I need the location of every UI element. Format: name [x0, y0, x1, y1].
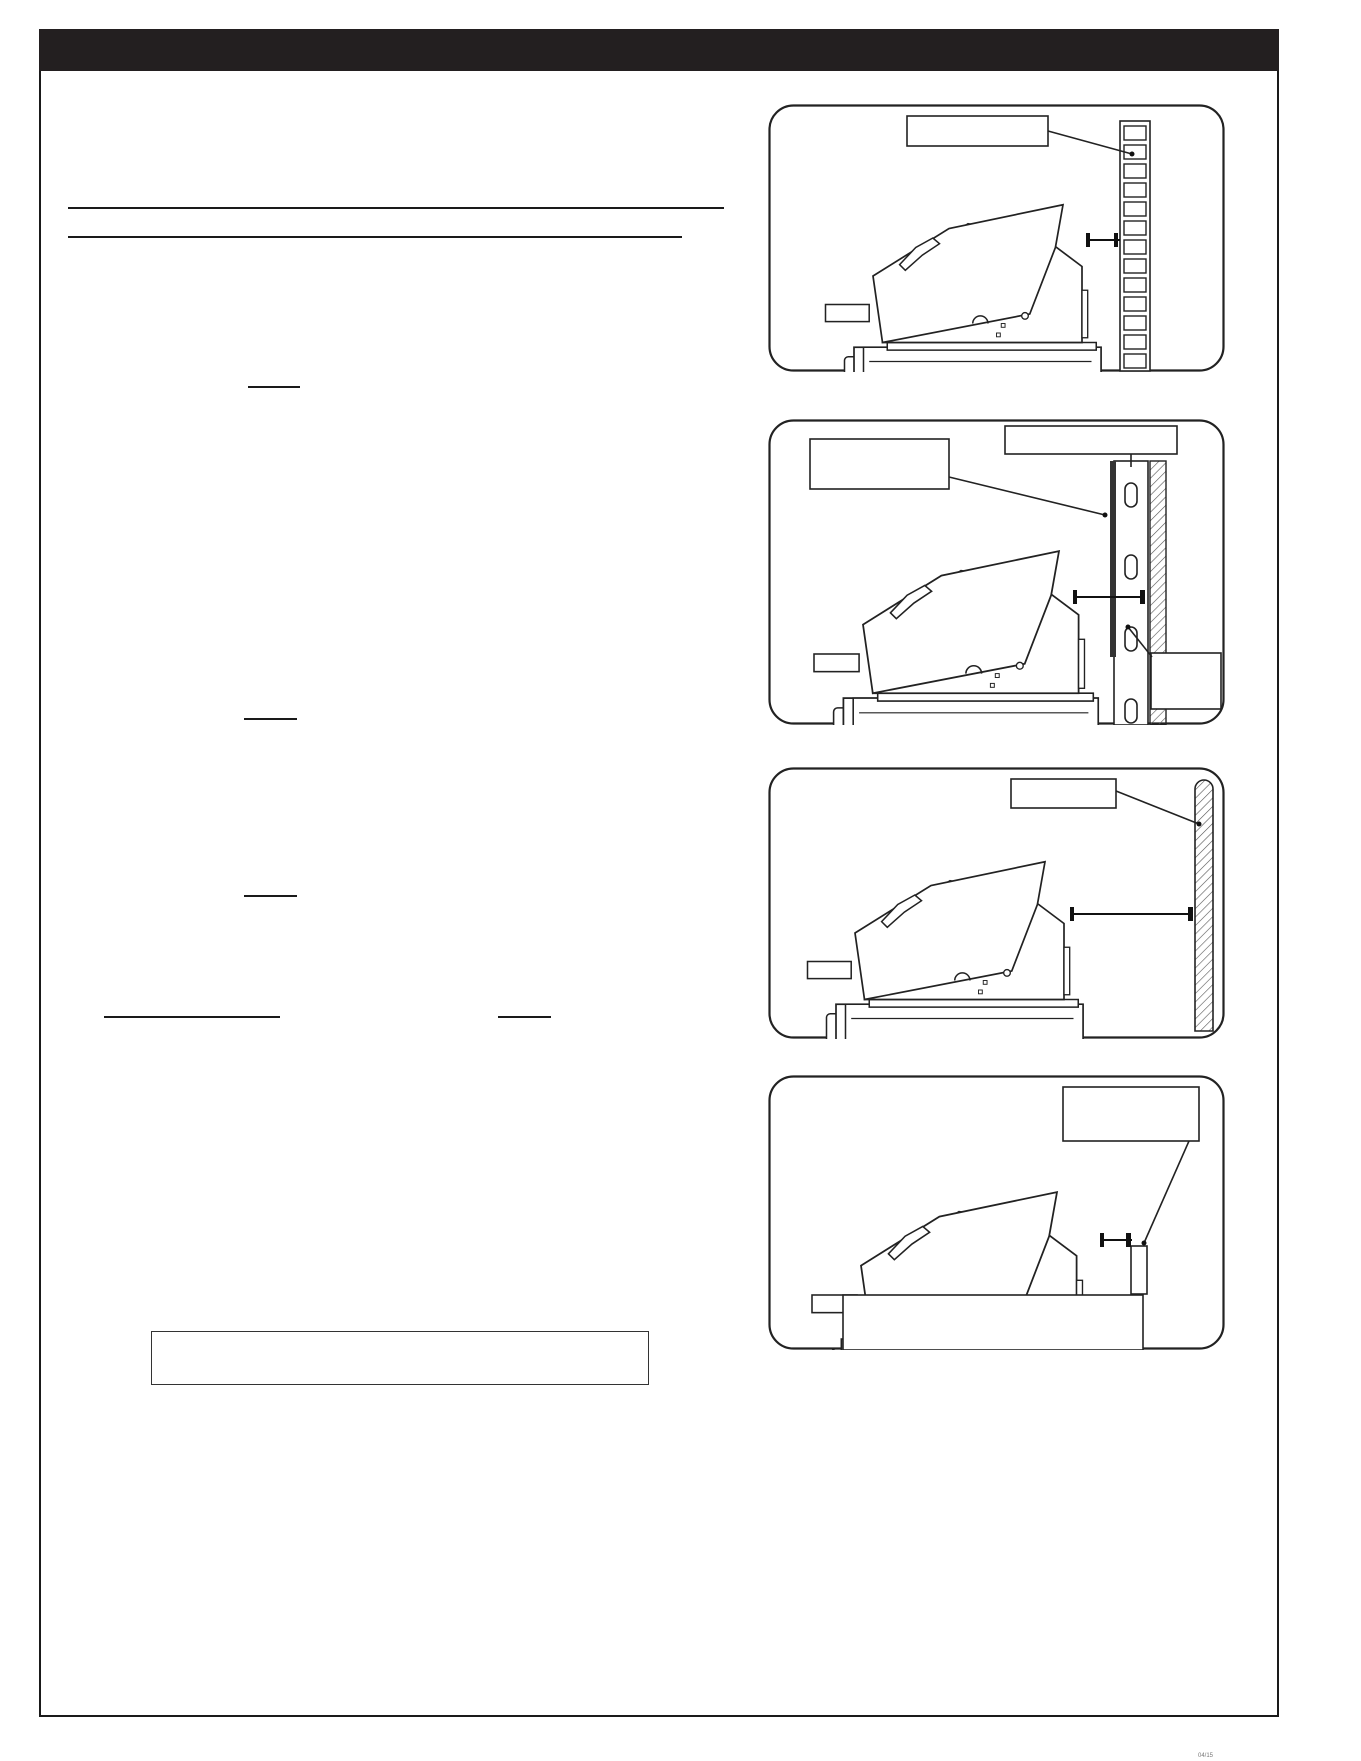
figure-grill-counter-backsplash — [768, 1075, 1225, 1350]
section-header-bar — [39, 29, 1279, 71]
inline-underline-3 — [244, 895, 297, 897]
heading-underline-1 — [68, 207, 724, 209]
figure-grill-finished-wall — [768, 767, 1225, 1039]
inline-underline-5 — [498, 1016, 551, 1018]
brick-wall-icon — [1120, 121, 1150, 371]
inline-underline-4 — [104, 1016, 280, 1018]
caution-note-box — [151, 1331, 649, 1385]
inline-underline-2 — [244, 718, 297, 720]
inline-underline-1 — [248, 386, 300, 388]
page-code: 04/15 — [1198, 1753, 1214, 1759]
heading-underline-2 — [68, 236, 682, 238]
figure-grill-brick-wall — [768, 104, 1225, 372]
figure-grill-stud-wall — [768, 419, 1225, 725]
